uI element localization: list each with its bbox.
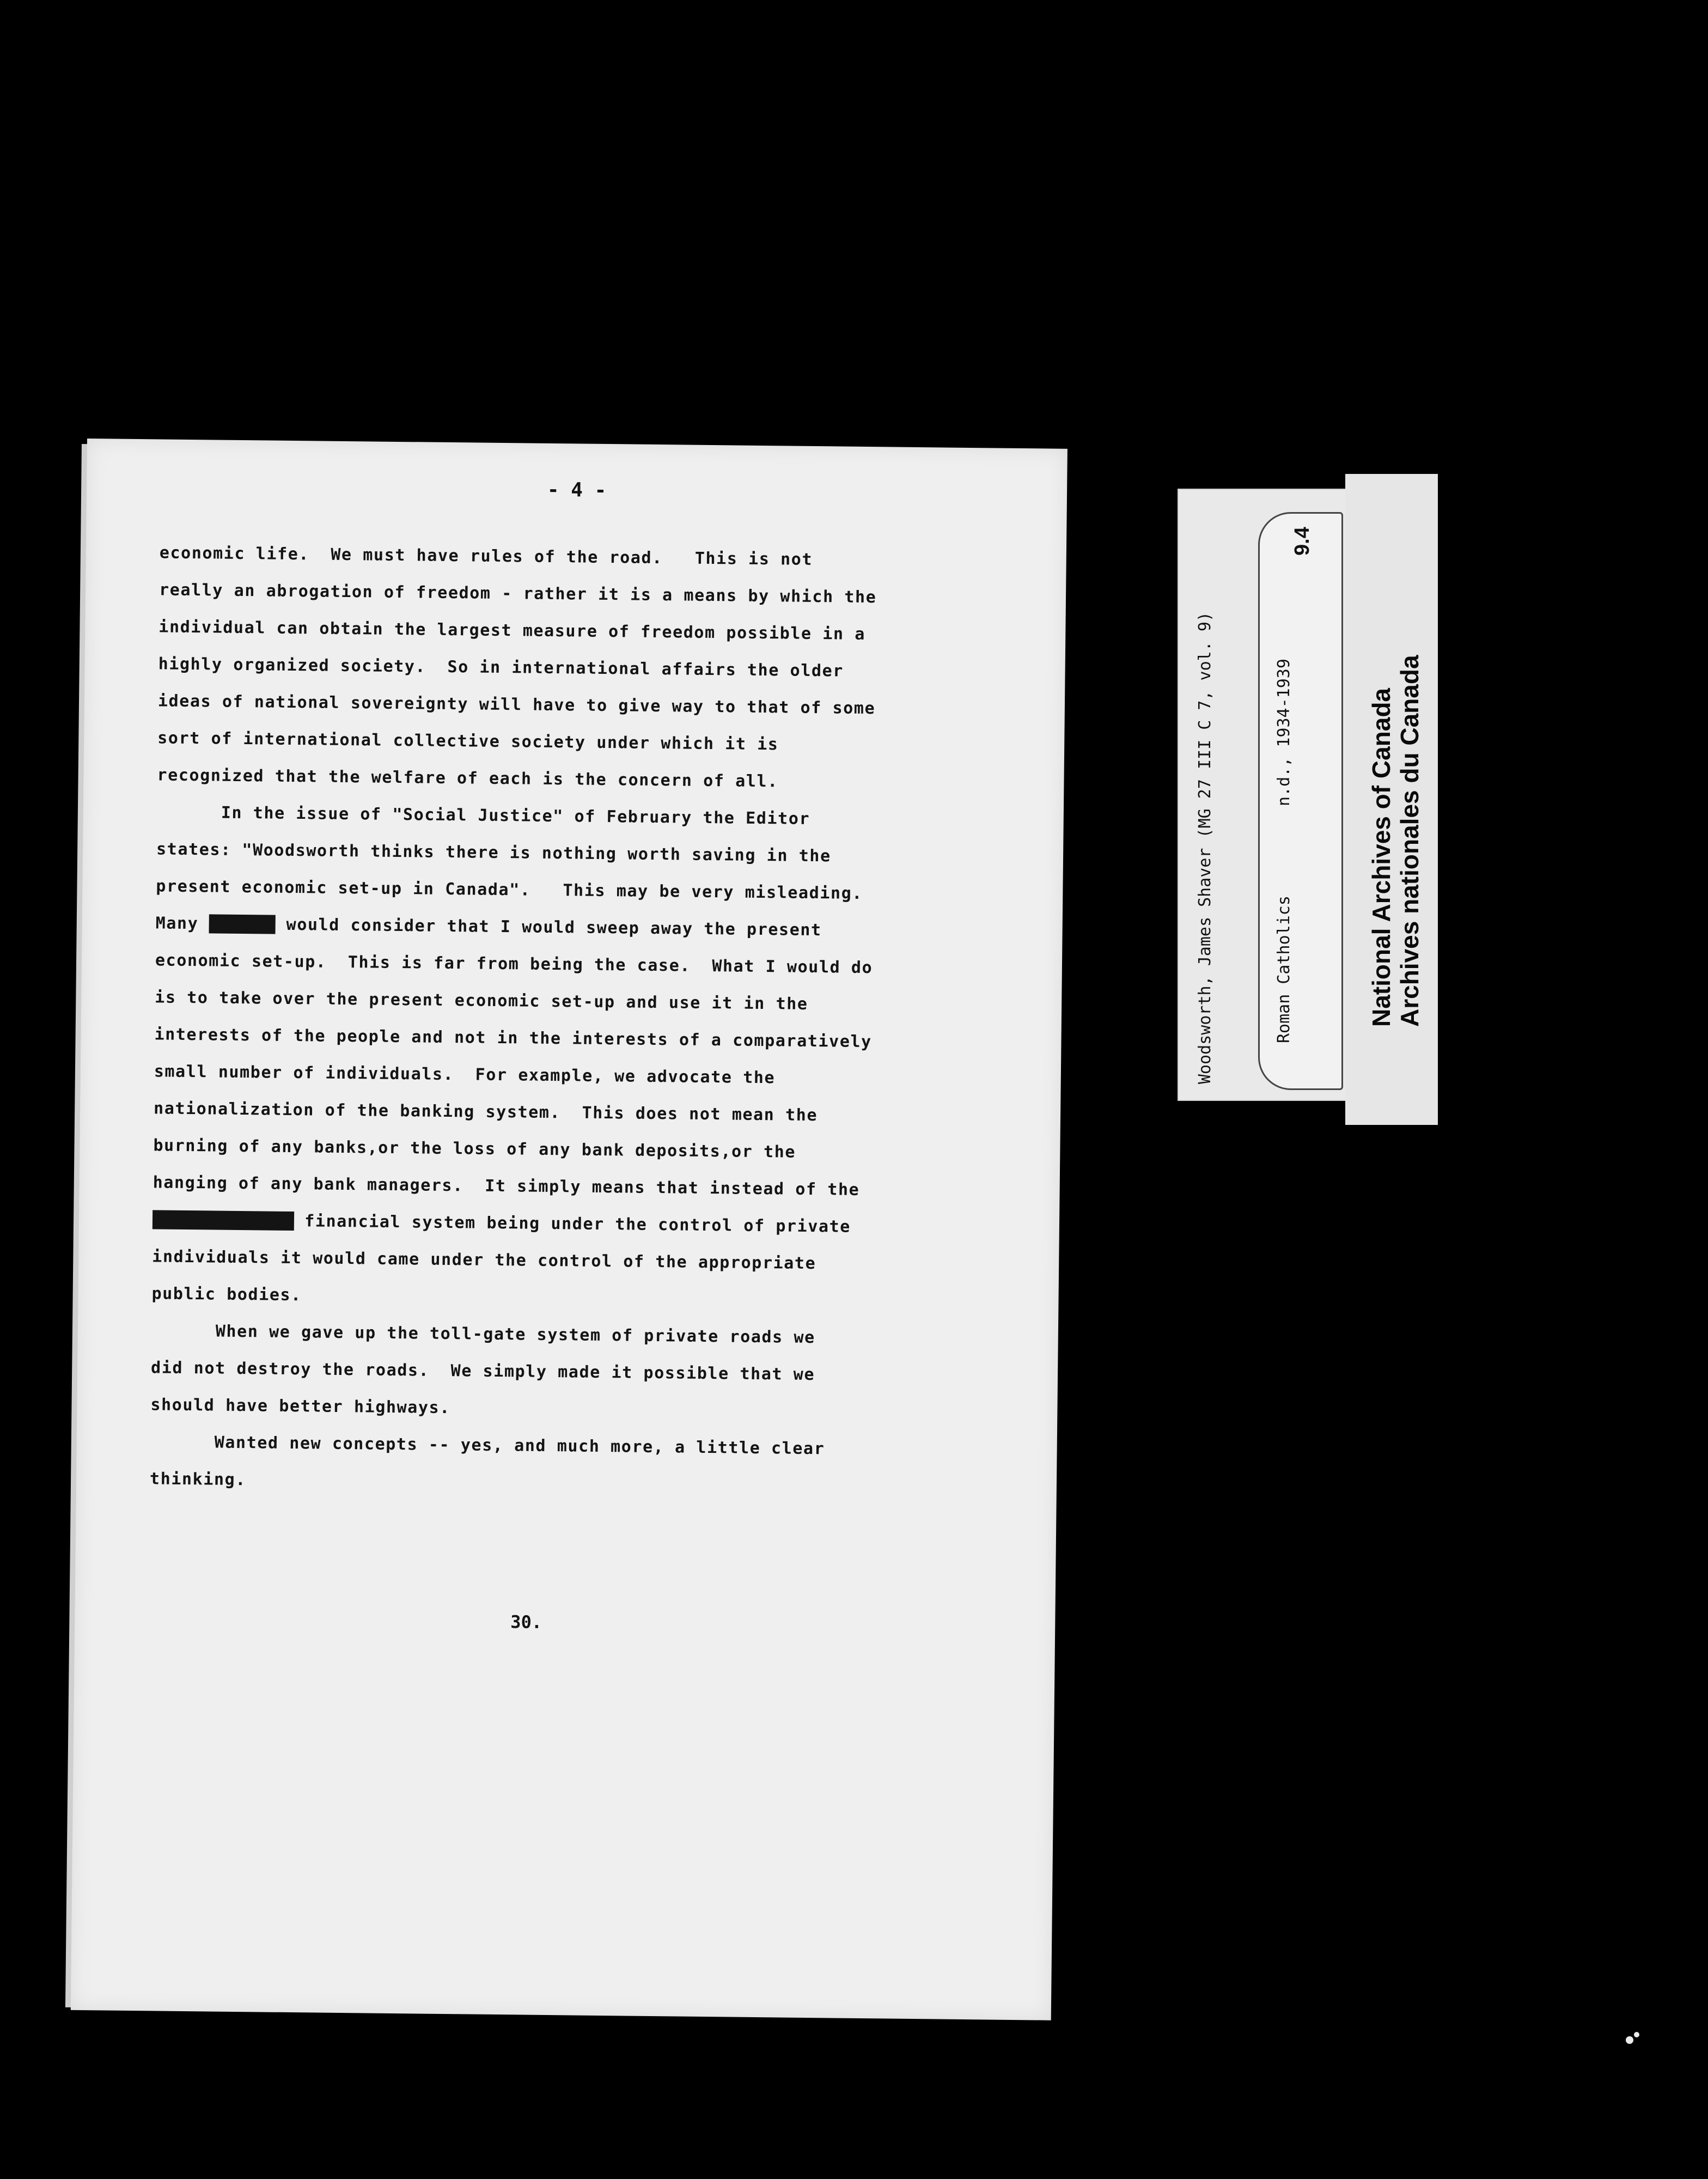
label-tab	[1258, 512, 1343, 1090]
film-speck	[1634, 2032, 1639, 2037]
typed-line: highly organized society. So in international affairs the older	[158, 654, 844, 681]
typed-line: burning of any banks,or the loss of any bank deposits,or the	[153, 1136, 796, 1162]
typed-line: interests of the people and not in the interests of a comparatively	[154, 1025, 872, 1052]
typed-line: nationalization of the banking system. This does not mean the	[153, 1099, 818, 1125]
typed-line: ideas of national sovereignty will have to give way to that of some	[157, 691, 876, 719]
typed-line: economic set-up. This is far from being the case. What I would do	[155, 951, 873, 978]
typed-body	[150, 534, 1053, 1507]
typed-text: Many	[155, 914, 210, 934]
typed-text: financial system being under the control of private	[294, 1212, 851, 1237]
label-subject: Roman Catholics	[1274, 896, 1294, 1043]
label-dates: n.d., 1934-1939	[1274, 659, 1294, 806]
typed-line: small number of individuals. For example, we advocate the	[154, 1062, 776, 1088]
struck-out-text: afxkkx	[210, 914, 275, 934]
page-number: - 4 -	[547, 478, 607, 502]
typed-line: In the issue of "Social Justice" of February the Editor	[156, 802, 810, 829]
typed-line: economic life. We must have rules of the road. This is not	[159, 543, 813, 569]
typed-line: thinking.	[149, 1469, 247, 1490]
label-volume-number: 9.4	[1291, 527, 1314, 556]
typed-line: present economic set-up in Canada". This may be very misleading.	[156, 877, 863, 903]
typed-line: is to take over the present economic set-up and use it in the	[155, 988, 808, 1014]
typed-text: would consider that I would sweep away the present	[275, 915, 822, 940]
film-speck	[1626, 2036, 1633, 2044]
typed-line: individuals it would came under the control of the appropriate	[152, 1247, 816, 1274]
typed-line: should have better highways.	[150, 1395, 451, 1418]
label-collection-name: Woodsworth, James Shaver (MG 27 III C 7, vol. 9)	[1195, 612, 1215, 1084]
institution-name	[1367, 655, 1424, 1027]
typed-line: public bodies.	[151, 1284, 302, 1305]
typed-page	[71, 439, 1068, 2020]
typed-line: individual can obtain the largest measure of freedom possible in a	[158, 617, 866, 644]
typed-line: states: "Woodsworth thinks there is nothing worth saving in the	[156, 839, 831, 866]
folio-number: 30.	[510, 1611, 542, 1633]
typed-line: did not destroy the roads. We simply made it possible that we	[150, 1358, 815, 1385]
institution-name-english: National Archives of Canada	[1367, 687, 1395, 1027]
typed-line: hanging of any bank managers. It simply means that instead of the	[152, 1173, 860, 1200]
typed-line: sort of international collective society under which it is	[157, 728, 779, 754]
struck-out-text: xyxtxmxafxtkx	[153, 1210, 293, 1231]
typed-line: Wanted new concepts -- yes, and much more, a little clear	[150, 1432, 825, 1459]
typed-line: When we gave up the toll-gate system of private roads we	[151, 1321, 815, 1348]
typed-line: really an abrogation of freedom - rather it is a means by which the	[158, 580, 877, 607]
typed-line: recognized that the welfare of each is the concern of all.	[157, 765, 779, 792]
institution-name-french: Archives nationales du Canada	[1395, 655, 1424, 1027]
